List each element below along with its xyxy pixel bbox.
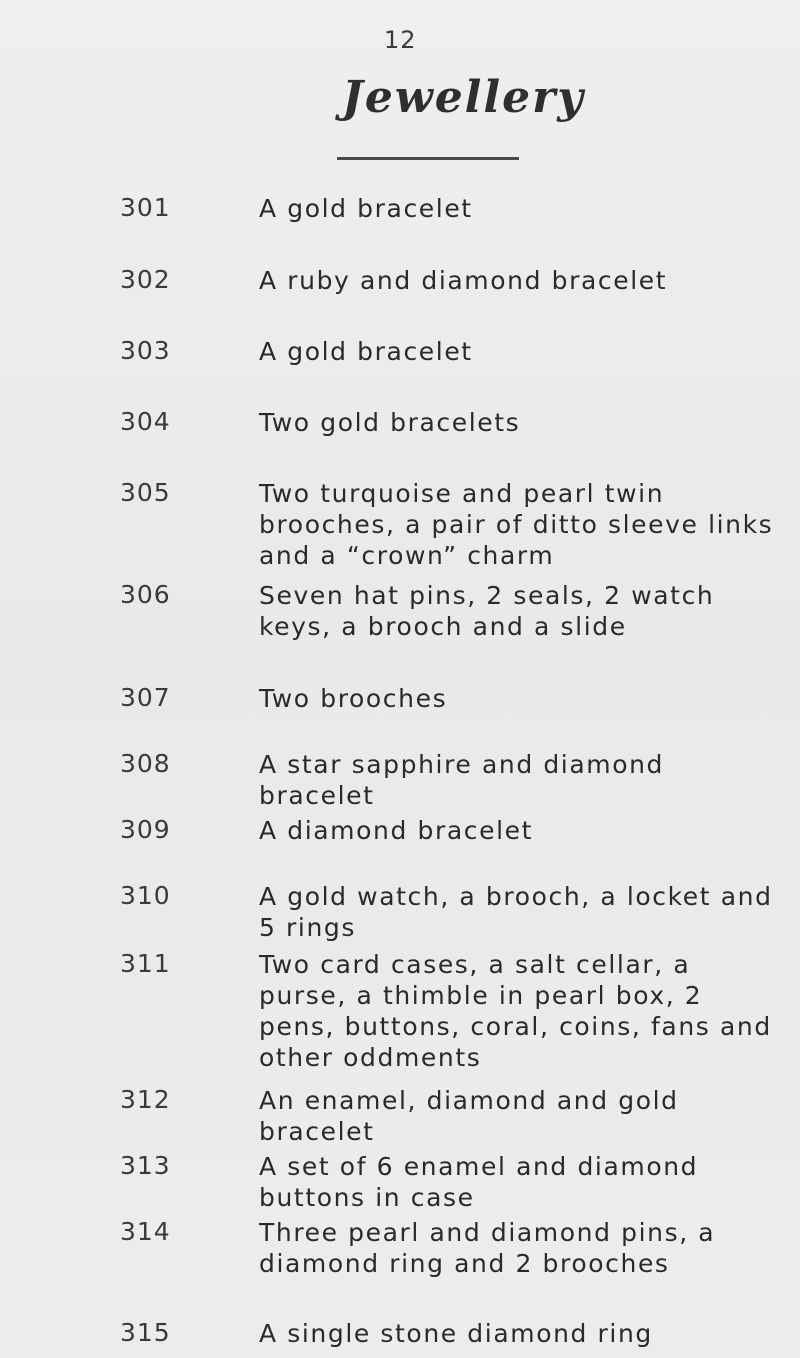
lot-description: A gold bracelet [259, 194, 473, 223]
lot-entry [0, 478, 800, 580]
lot-entry [0, 949, 800, 1085]
lot-number: 312 [120, 1085, 171, 1114]
lot-description: Two turquoise and pearl twin brooches, a pair of ditto sleeve links and a “crown” charm [259, 479, 774, 570]
lot-description: Two card cases, a salt cellar, a purse, a thimble in pearl box, 2 pens, buttons, coral, coins, fans and other oddments [259, 950, 772, 1072]
lot-number: 301 [120, 193, 171, 222]
lot-entry [0, 580, 800, 683]
lot-list [0, 193, 800, 1358]
lot-number: 310 [120, 881, 171, 910]
lot-description: A single stone diamond ring [259, 1319, 653, 1348]
lot-entry [0, 1085, 800, 1151]
lot-number: 306 [120, 580, 171, 609]
lot-number: 308 [120, 749, 171, 778]
lot-entry [0, 1217, 800, 1318]
lot-number: 314 [120, 1217, 171, 1246]
page-number: 12 [384, 26, 417, 54]
lot-description: A gold bracelet [259, 337, 473, 366]
lot-number: 313 [120, 1151, 171, 1180]
lot-number: 303 [120, 336, 171, 365]
lot-number: 309 [120, 815, 171, 844]
lot-description: Two brooches [259, 684, 448, 713]
lot-entry [0, 1318, 800, 1358]
lot-description: A ruby and diamond bracelet [259, 266, 668, 295]
lot-entry [0, 193, 800, 265]
lot-description: A star sapphire and diamond bracelet [259, 750, 665, 810]
lot-entry [0, 407, 800, 478]
lot-number: 311 [120, 949, 171, 978]
lot-number: 302 [120, 265, 171, 294]
lot-description: A gold watch, a brooch, a locket and 5 rings [259, 882, 773, 942]
lot-description: Three pearl and diamond pins, a diamond ring and 2 brooches [259, 1218, 716, 1278]
lot-number: 304 [120, 407, 171, 436]
lot-description: Two gold bracelets [259, 408, 521, 437]
title-underline [337, 157, 519, 160]
lot-entry [0, 815, 800, 881]
lot-number: 305 [120, 478, 171, 507]
lot-entry [0, 749, 800, 815]
lot-entry [0, 1151, 800, 1217]
lot-entry [0, 265, 800, 336]
lot-entry [0, 683, 800, 749]
lot-entry [0, 881, 800, 949]
section-title: Jewellery [342, 72, 585, 123]
lot-description: A diamond bracelet [259, 816, 534, 845]
lot-number: 315 [120, 1318, 171, 1347]
lot-entry [0, 336, 800, 407]
lot-number: 307 [120, 683, 171, 712]
lot-description: Seven hat pins, 2 seals, 2 watch keys, a brooch and a slide [259, 581, 715, 641]
lot-description: A set of 6 enamel and diamond buttons in case [259, 1152, 699, 1212]
lot-description: An enamel, diamond and gold bracelet [259, 1086, 679, 1146]
